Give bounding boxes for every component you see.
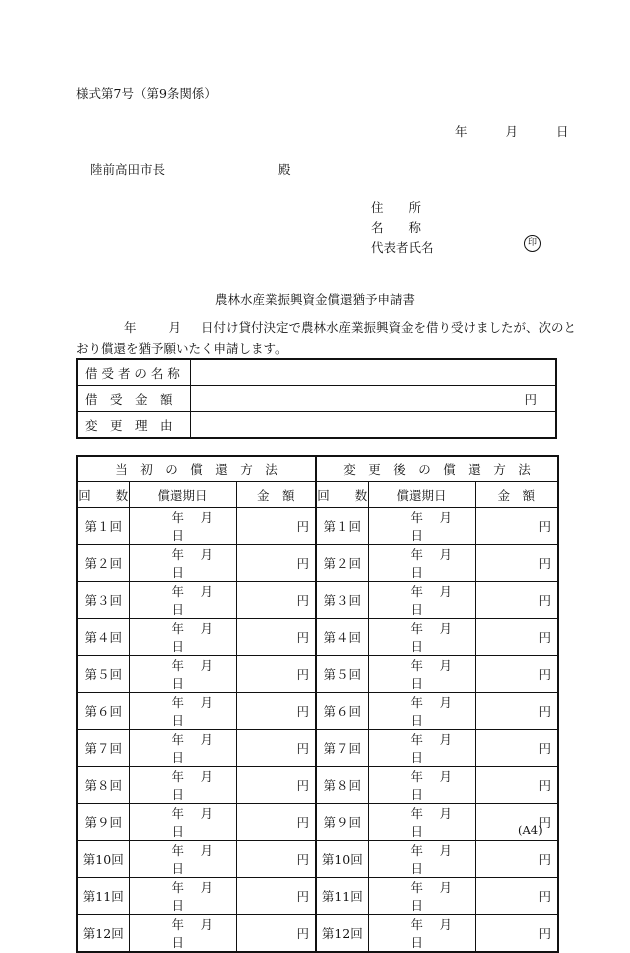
- change-reason-label: 変 更 理 由: [77, 412, 191, 439]
- due-date-cell: 年 月 日: [129, 507, 236, 544]
- amount-cell: 円: [475, 914, 558, 952]
- due-date-cell: 年 月 日: [129, 766, 236, 803]
- due-date-cell: 年 月 日: [368, 803, 475, 840]
- applicant-block: [371, 198, 434, 258]
- table-row: [77, 803, 558, 840]
- due-date-cell: 年 月 日: [368, 914, 475, 952]
- body-line2: おり償還を猶予願いたく申請します。: [76, 341, 288, 356]
- form-number: 様式第7号（第9条関係）: [76, 86, 217, 101]
- table-row: [77, 840, 558, 877]
- count-cell: 第８回: [316, 766, 368, 803]
- count-cell: 第４回: [77, 618, 129, 655]
- date-line: [455, 122, 568, 140]
- amount-cell: 円: [236, 914, 316, 952]
- table-row: [77, 581, 558, 618]
- col-date: 償還期日: [368, 482, 475, 507]
- amount-cell: 円: [475, 766, 558, 803]
- table-row: [77, 386, 556, 412]
- count-cell: 第11回: [77, 877, 129, 914]
- count-cell: 第12回: [77, 914, 129, 952]
- table-row: [77, 692, 558, 729]
- due-date-cell: 年 月 日: [368, 692, 475, 729]
- table-row: [77, 544, 558, 581]
- count-cell: 第12回: [316, 914, 368, 952]
- amount-cell: 円: [475, 507, 558, 544]
- changed-method-header: 変 更 後 の 償 還 方 法: [316, 456, 558, 482]
- due-date-cell: 年 月 日: [368, 544, 475, 581]
- representative-label: 代表者氏名: [371, 240, 434, 255]
- table-row: [77, 729, 558, 766]
- count-cell: 第７回: [316, 729, 368, 766]
- due-date-cell: 年 月 日: [129, 618, 236, 655]
- amount-cell: 円: [475, 692, 558, 729]
- due-date-cell: 年 月 日: [368, 507, 475, 544]
- due-date-cell: 年 月 日: [368, 840, 475, 877]
- due-date-cell: 年 月 日: [368, 655, 475, 692]
- col-date: 償還期日: [129, 482, 236, 507]
- amount-cell: 円: [236, 729, 316, 766]
- amount-cell: 円: [236, 692, 316, 729]
- amount-cell: 円: [475, 655, 558, 692]
- col-count: 回 数: [77, 482, 129, 507]
- col-count: 回 数: [316, 482, 368, 507]
- count-cell: 第11回: [316, 877, 368, 914]
- count-cell: 第３回: [316, 581, 368, 618]
- table-row: [77, 655, 558, 692]
- table-row: [77, 412, 556, 439]
- loan-amount-label: 借 受 金 額: [77, 386, 191, 412]
- schedule-table: [76, 455, 559, 953]
- due-date-cell: 年 月 日: [129, 803, 236, 840]
- original-method-header: 当 初 の 償 還 方 法: [77, 456, 316, 482]
- due-date-cell: 年 月 日: [368, 877, 475, 914]
- due-date-cell: 年 月 日: [368, 766, 475, 803]
- table-row: [77, 507, 558, 544]
- due-date-cell: 年 月 日: [129, 544, 236, 581]
- count-cell: 第８回: [77, 766, 129, 803]
- body-line1: 日付け貸付決定で農林水産業振興資金を借り受けましたが、次のと: [201, 320, 577, 335]
- loan-amount-value: 円: [191, 386, 557, 412]
- count-cell: 第６回: [77, 692, 129, 729]
- amount-cell: 円: [236, 581, 316, 618]
- count-cell: 第４回: [316, 618, 368, 655]
- name-label: 名 称: [371, 220, 422, 235]
- date-year: 年: [455, 124, 468, 139]
- due-date-cell: 年 月 日: [368, 618, 475, 655]
- schedule-header-row: [77, 456, 558, 482]
- addressee-name: 陸前高田市長: [90, 162, 166, 177]
- due-date-cell: 年 月 日: [129, 655, 236, 692]
- borrower-name-value: [191, 359, 557, 386]
- col-amount: 金 額: [236, 482, 316, 507]
- table-row: [77, 359, 556, 386]
- address-label: 住 所: [371, 200, 422, 215]
- document-title: 農林水産業振興資金償還猶予申請書: [214, 292, 415, 307]
- paper-size: (A4): [518, 823, 543, 837]
- due-date-cell: 年 月 日: [129, 914, 236, 952]
- addressee-honorific: 殿: [278, 162, 291, 177]
- table-row: [77, 766, 558, 803]
- schedule-column-row: [77, 482, 558, 507]
- body-year: 年: [124, 320, 137, 335]
- due-date-cell: 年 月 日: [129, 729, 236, 766]
- count-cell: 第２回: [77, 544, 129, 581]
- count-cell: 第５回: [316, 655, 368, 692]
- amount-cell: 円: [475, 840, 558, 877]
- count-cell: 第10回: [316, 840, 368, 877]
- amount-cell: 円: [236, 655, 316, 692]
- count-cell: 第１回: [77, 507, 129, 544]
- count-cell: 第２回: [316, 544, 368, 581]
- due-date-cell: 年 月 日: [129, 840, 236, 877]
- amount-cell: 円: [236, 618, 316, 655]
- count-cell: 第５回: [77, 655, 129, 692]
- col-amount: 金 額: [475, 482, 558, 507]
- change-reason-value: [191, 412, 557, 439]
- date-day: 日: [555, 124, 569, 139]
- amount-cell: 円: [475, 618, 558, 655]
- count-cell: 第３回: [77, 581, 129, 618]
- amount-cell: 円: [475, 877, 558, 914]
- due-date-cell: 年 月 日: [368, 581, 475, 618]
- seal-mark: 印: [524, 235, 541, 252]
- amount-cell: 円: [236, 877, 316, 914]
- borrower-name-label: 借 受 者 の 名 称: [77, 359, 191, 386]
- date-month: 月: [505, 124, 518, 139]
- amount-cell: 円: [236, 507, 316, 544]
- info-table: [76, 358, 557, 439]
- due-date-cell: 年 月 日: [129, 877, 236, 914]
- count-cell: 第７回: [77, 729, 129, 766]
- count-cell: 第６回: [316, 692, 368, 729]
- amount-cell: 円: [475, 803, 558, 840]
- table-row: [77, 914, 558, 952]
- amount-cell: 円: [475, 544, 558, 581]
- amount-cell: 円: [236, 840, 316, 877]
- amount-cell: 円: [236, 766, 316, 803]
- table-row: [77, 618, 558, 655]
- count-cell: 第９回: [316, 803, 368, 840]
- count-cell: 第10回: [77, 840, 129, 877]
- count-cell: 第１回: [316, 507, 368, 544]
- amount-cell: 円: [475, 581, 558, 618]
- count-cell: 第９回: [77, 803, 129, 840]
- amount-cell: 円: [475, 729, 558, 766]
- due-date-cell: 年 月 日: [129, 581, 236, 618]
- due-date-cell: 年 月 日: [368, 729, 475, 766]
- schedule-body: [77, 456, 558, 952]
- table-row: [77, 877, 558, 914]
- body-month: 月: [168, 320, 182, 335]
- amount-cell: 円: [236, 803, 316, 840]
- amount-cell: 円: [236, 544, 316, 581]
- due-date-cell: 年 月 日: [129, 692, 236, 729]
- body-text: [76, 317, 577, 359]
